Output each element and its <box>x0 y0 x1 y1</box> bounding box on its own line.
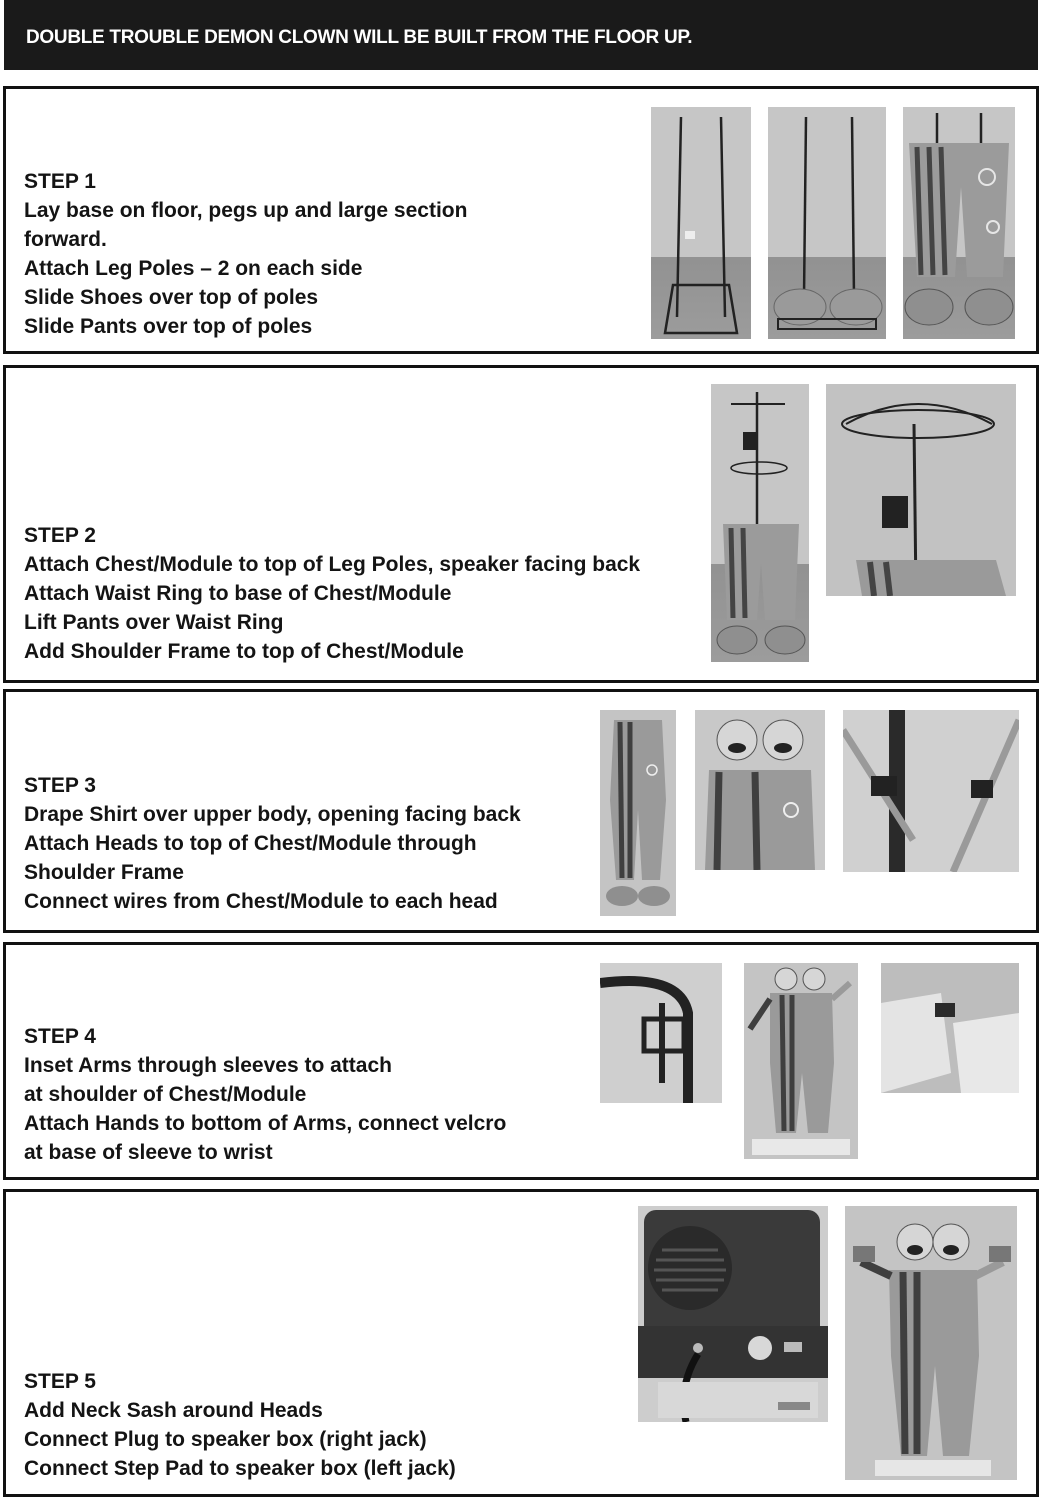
step-5-line: Connect Step Pad to speaker box (left jack) <box>24 1457 456 1480</box>
step-1-line: Lay base on floor, pegs up and large section <box>24 199 468 222</box>
step-5-line: Connect Plug to speaker box (right jack) <box>24 1428 427 1451</box>
leg-poles-photo <box>651 107 751 339</box>
chest-module-photo <box>711 384 809 662</box>
pants-photo <box>903 107 1015 339</box>
finished-clown-photo <box>845 1206 1017 1480</box>
step-1-panel <box>3 86 1039 354</box>
step-1-title: STEP 1 <box>24 170 96 193</box>
step-1-line: forward. <box>24 228 107 251</box>
step-2-line: Attach Waist Ring to base of Chest/Module <box>24 582 452 605</box>
step-3-panel <box>3 689 1039 933</box>
step-2-line: Lift Pants over Waist Ring <box>24 611 284 634</box>
step-4-line: Attach Hands to bottom of Arms, connect velcro <box>24 1112 507 1135</box>
arms-attached-photo <box>744 963 858 1159</box>
step-4-panel <box>3 942 1039 1180</box>
step-2-title: STEP 2 <box>24 524 96 547</box>
shirt-photo <box>600 710 676 916</box>
step-4-line: at shoulder of Chest/Module <box>24 1083 307 1106</box>
wires-photo <box>843 710 1019 872</box>
step-4-line: Inset Arms through sleeves to attach <box>24 1054 392 1077</box>
step-3-line: Shoulder Frame <box>24 861 184 884</box>
step-1-line: Slide Pants over top of poles <box>24 315 313 338</box>
step-1-line: Attach Leg Poles – 2 on each side <box>24 257 363 280</box>
step-3-line: Connect wires from Chest/Module to each head <box>24 890 498 913</box>
arm-bracket-photo <box>600 963 722 1103</box>
header-banner <box>4 0 1038 70</box>
step-5-panel <box>3 1189 1039 1497</box>
step-2-line: Attach Chest/Module to top of Leg Poles, speaker facing back <box>24 553 641 576</box>
step-5-line: Add Neck Sash around Heads <box>24 1399 323 1422</box>
velcro-wrist-photo <box>881 963 1019 1093</box>
step-5-title: STEP 5 <box>24 1370 96 1393</box>
shoulder-frame-photo <box>826 384 1016 596</box>
step-4-text <box>24 1022 506 1167</box>
step-4-title: STEP 4 <box>24 1025 96 1048</box>
step-2-panel <box>3 365 1039 683</box>
step-4-line: at base of sleeve to wrist <box>24 1141 273 1164</box>
shoes-photo <box>768 107 886 339</box>
step-1-text <box>24 167 467 341</box>
step-2-line: Add Shoulder Frame to top of Chest/Module <box>24 640 464 663</box>
header-title: DOUBLE TROUBLE DEMON CLOWN WILL BE BUILT FROM THE FLOOR UP. <box>26 27 693 48</box>
step-3-title: STEP 3 <box>24 774 96 797</box>
step-2-text <box>24 521 640 666</box>
step-3-text <box>24 771 521 916</box>
step-3-line: Attach Heads to top of Chest/Module through <box>24 832 477 855</box>
step-1-line: Slide Shoes over top of poles <box>24 286 319 309</box>
step-3-line: Drape Shirt over upper body, opening facing back <box>24 803 521 826</box>
speaker-box-photo <box>638 1206 828 1422</box>
step-5-text <box>24 1367 456 1483</box>
heads-photo <box>695 710 825 870</box>
